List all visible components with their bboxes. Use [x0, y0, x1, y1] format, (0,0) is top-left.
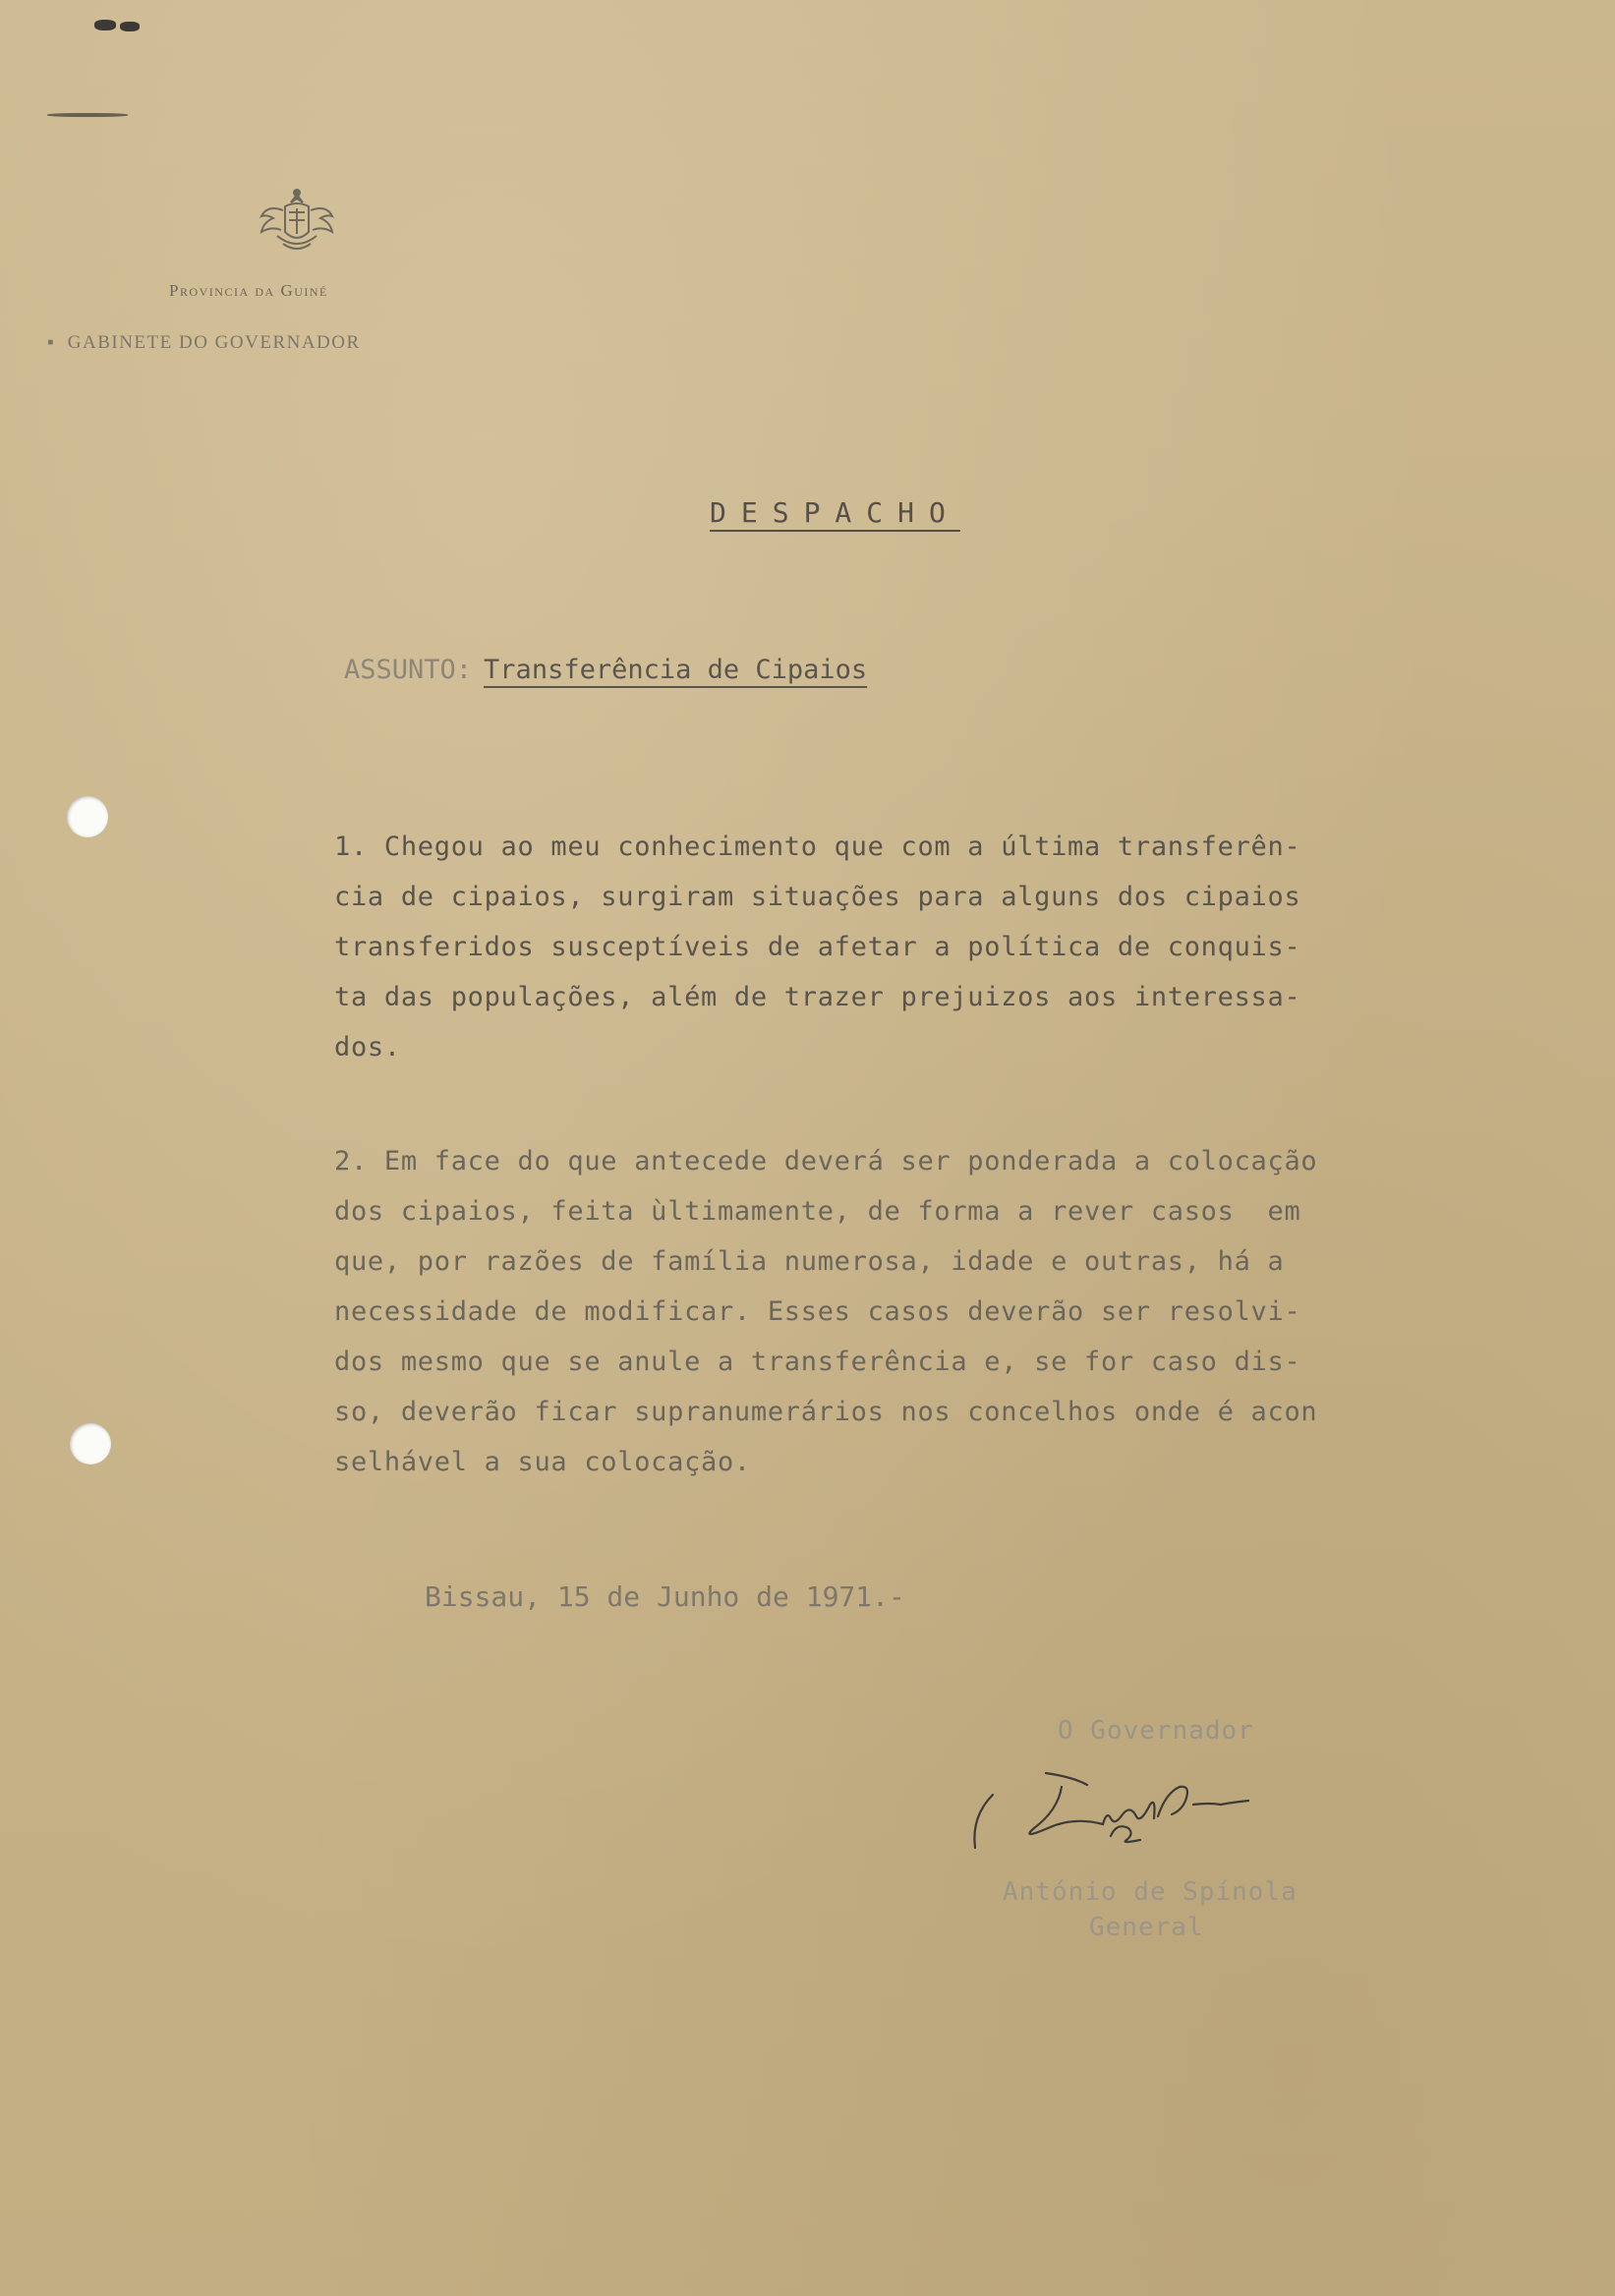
paragraph-1: 1. Chegou ao meu conhecimento que com a última transferên- cia de cipaios, surgiram situações para alguns dos cipaios transferidos susceptíveis de afetar a política de conquis- ta das populações, além de trazer prejuizos aos interessa- dos.	[334, 832, 1301, 1062]
signatory-name: António de Spínola	[1003, 1877, 1298, 1907]
ink-smudge	[120, 22, 140, 31]
punch-hole	[70, 1423, 111, 1464]
letterhead-province: Provincia da Guiné	[169, 281, 328, 300]
date-line: Bissau, 15 de Junho de 1971.-	[425, 1580, 905, 1613]
signatory-rank: General	[1089, 1913, 1204, 1942]
ink-smudge	[94, 20, 116, 30]
signatory-title: O Governador	[1058, 1716, 1254, 1746]
paragraph-2: 2. Em face do que antecede deverá ser ponderada a colocação dos cipaios, feita ùltimamente, de forma a rever casos em que, por razões de família numerosa, idade e outras, há a necessidade de modificar. Esses casos deverão ser resolvi- dos mesmo que se anule a transferência e, se for caso dis- so, deverão ficar supranumerários nos concelhos onde é acon selhável a sua colocação.	[334, 1146, 1318, 1477]
bullet-dot: ▪	[47, 332, 68, 353]
subject-label: ASSUNTO:	[344, 655, 473, 685]
document-title: DESPACHO	[710, 496, 960, 529]
handwritten-signature	[963, 1757, 1337, 1885]
letterhead-cabinet: ▪ GABINETE DO GOVERNADOR	[47, 332, 361, 353]
punch-hole	[67, 796, 108, 837]
subject-line	[344, 655, 867, 685]
coat-of-arms-icon	[248, 187, 346, 263]
ink-smudge	[47, 113, 128, 117]
subject-value: Transferência de Cipaios	[484, 655, 868, 685]
